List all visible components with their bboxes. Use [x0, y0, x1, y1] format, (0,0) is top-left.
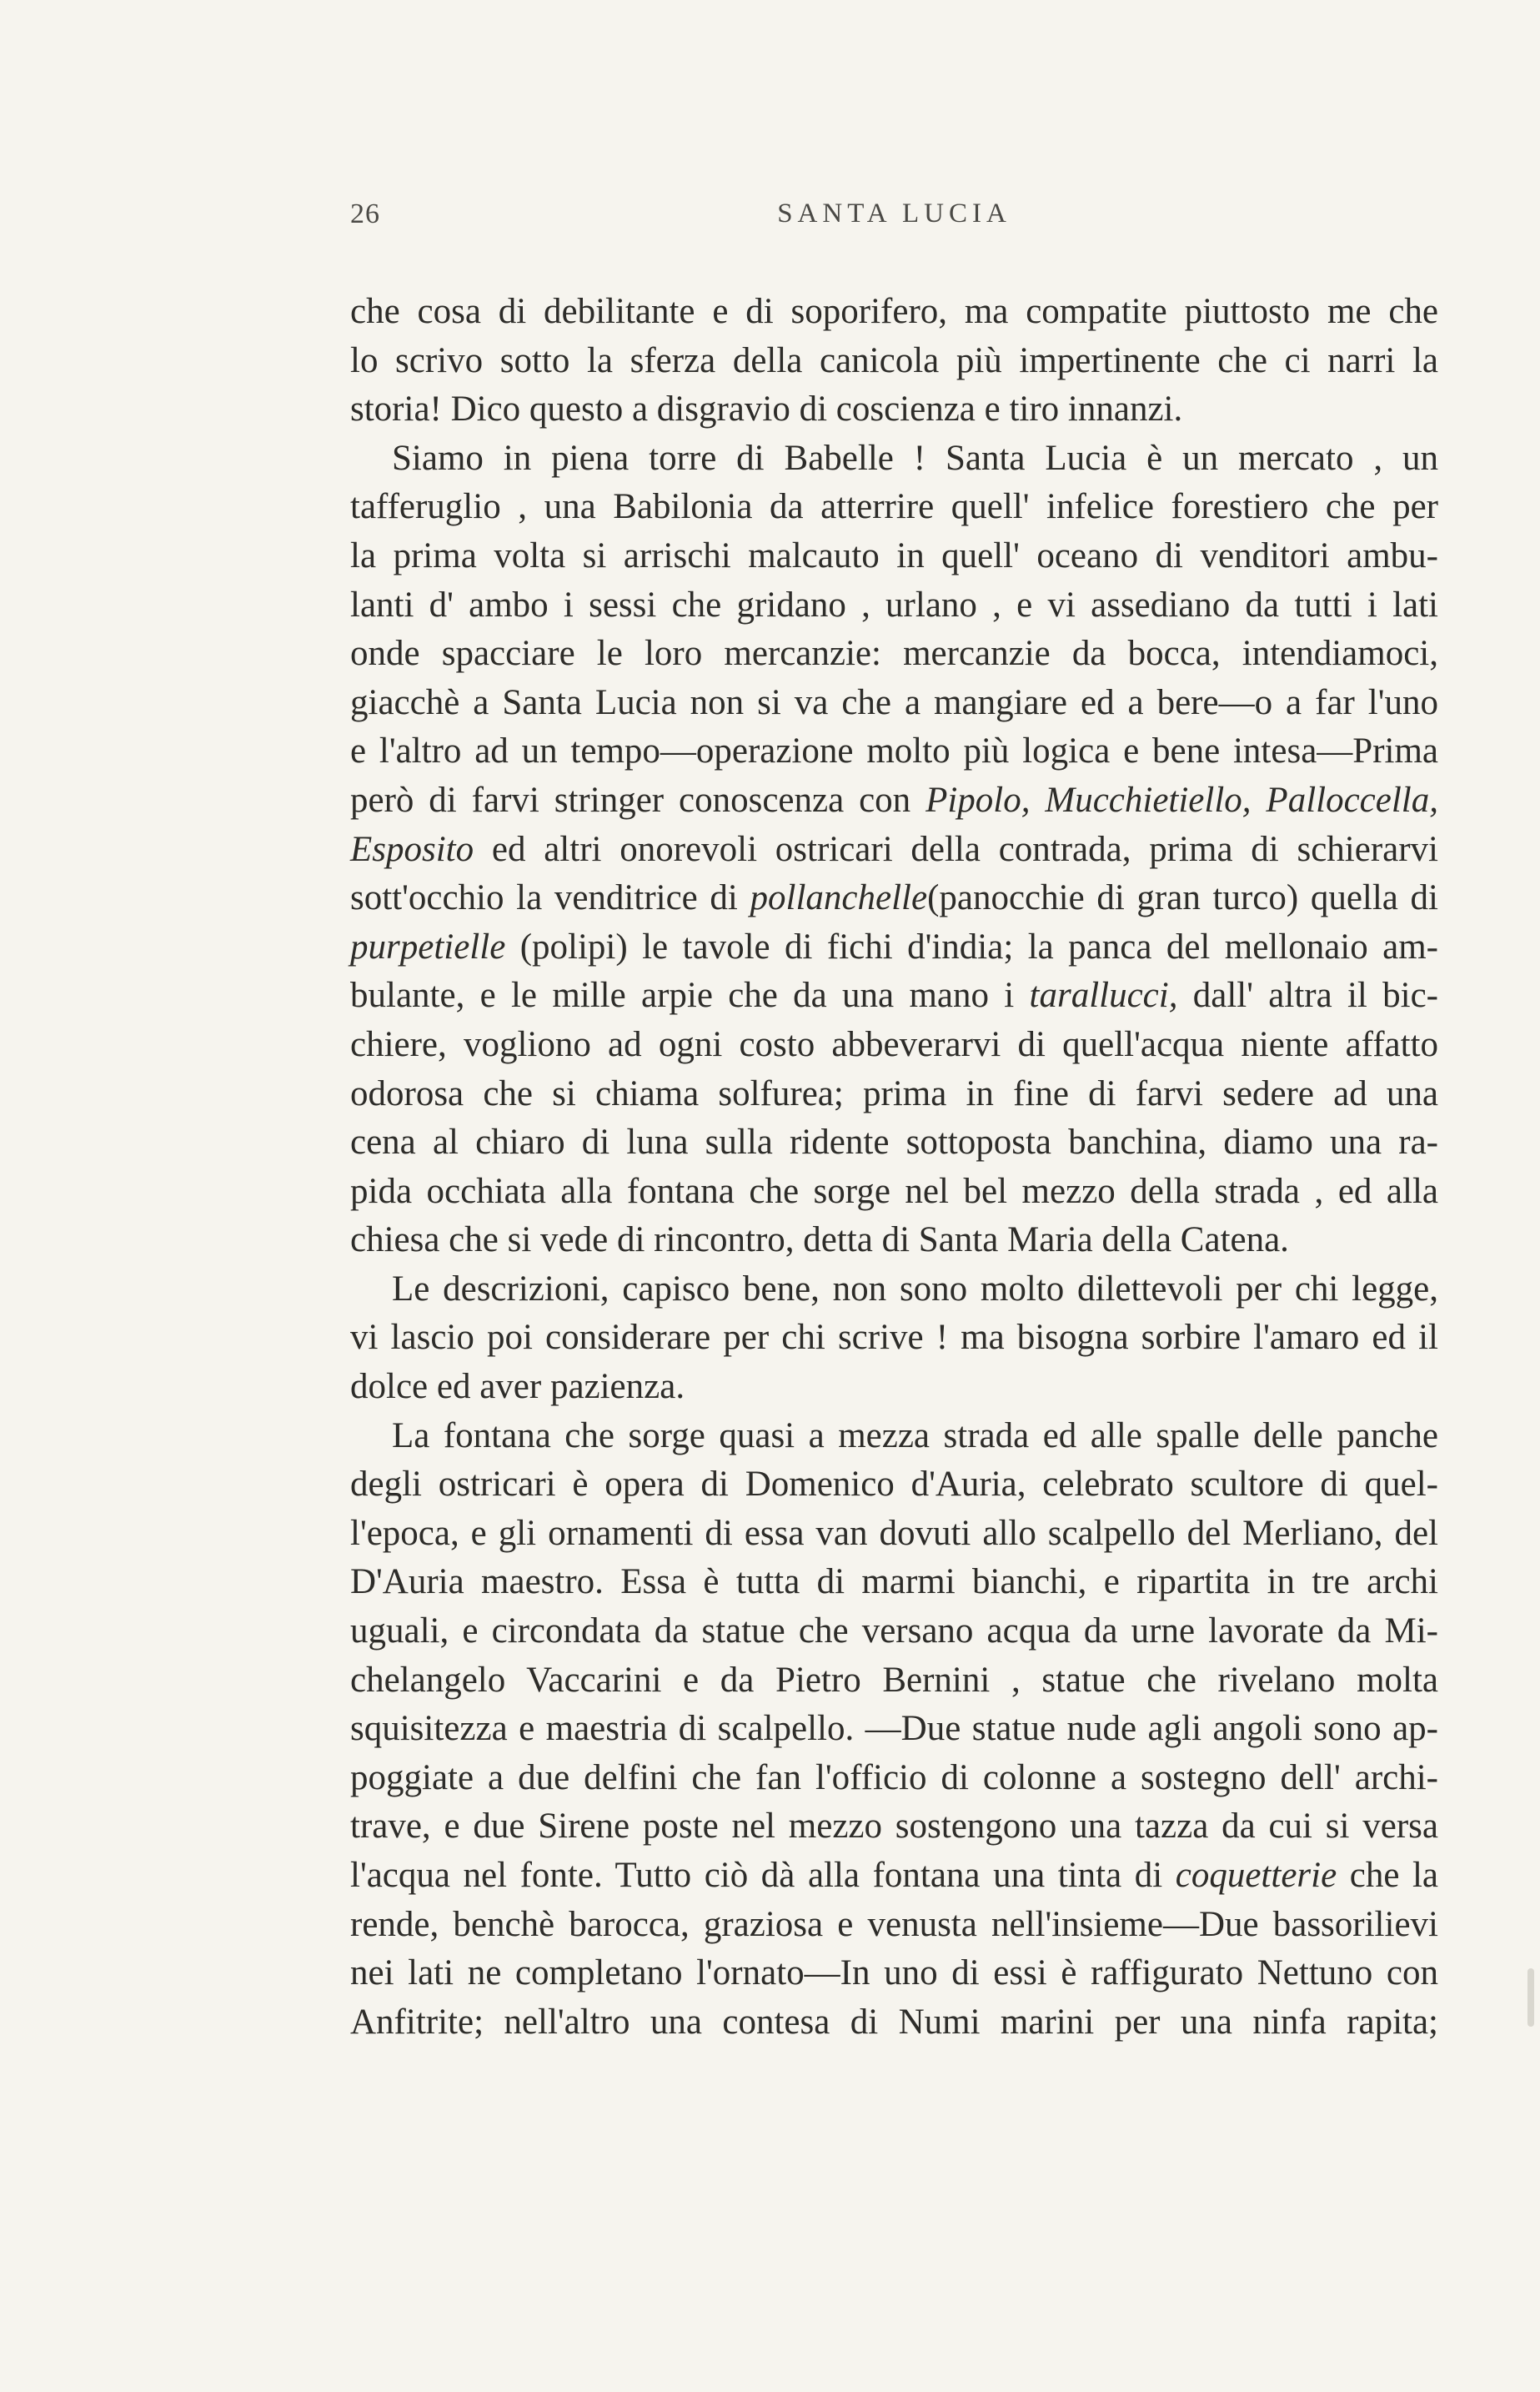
italic-name: Esposito	[350, 829, 474, 869]
text-line: La fontana che sorge quasi a mezza strada ed alle spalle delle panche	[392, 1415, 1438, 1455]
text-line: chiesa che si vede di rincontro, detta di Santa Maria della Catena.	[350, 1220, 1289, 1260]
text-line: l'epoca, e gli ornamenti di essa van dovuti allo scalpello del Merliano, del	[350, 1513, 1438, 1553]
text-segment: sott'occhio la venditrice di	[350, 878, 738, 918]
text-segment: dall' altra il bic-	[1192, 976, 1439, 1016]
text-line: che cosa di debilitante e di soporifero, ma compatite piuttosto me che	[350, 292, 1438, 331]
text-line: poggiate a due delfini che fan l'officio di colonne a sostegno dell' archi-	[350, 1757, 1438, 1797]
page-header	[350, 198, 1438, 240]
text-line: degli ostricari è opera di Domenico d'Auria, celebrato scultore di quel-	[350, 1465, 1438, 1505]
italic-term: tarallucci,	[1029, 976, 1178, 1016]
text-segment: bulante, e le mille arpie che da una mano i	[350, 976, 1015, 1016]
text-line: lo scrivo sotto la sferza della canicola più impertinente che ci narri la	[350, 340, 1438, 380]
text-line: chelangelo Vaccarini e da Pietro Bernini , statue che rivelano molta	[350, 1660, 1438, 1700]
text-line: pida occhiata alla fontana che sorge nel bel mezzo della strada , ed alla	[350, 1171, 1438, 1211]
text-line	[350, 874, 1438, 923]
text-line: Anfitrite; nell'altro una contesa di Numi marini per una ninfa rapita;	[350, 2002, 1438, 2042]
text-line: D'Auria maestro. Essa è tutta di marmi bianchi, e ripartita in tre archi	[350, 1562, 1438, 1602]
text-line: nei lati ne completano l'ornato—In uno di essi è raffigurato Nettuno con	[350, 1953, 1438, 1993]
text-line: tafferuglio , una Babilonia da atterrire quell' infelice forestiero che per	[350, 487, 1438, 527]
text-line: dolce ed aver pazienza.	[350, 1367, 685, 1407]
body-text	[350, 288, 1438, 2047]
text-line	[350, 826, 1438, 875]
text-line: trave, e due Sirene poste nel mezzo sostengono una tazza da cui si versa	[350, 1807, 1438, 1847]
text-segment: che la	[1349, 1856, 1439, 1895]
text-segment: però di farvi stringer conoscenza con	[350, 780, 911, 820]
running-title: SANTA LUCIA	[777, 198, 1011, 229]
text-line: storia! Dico questo a disgravio di coscienza e tiro innanzi.	[350, 389, 1183, 430]
text-line: onde spacciare le loro mercanzie: mercanzie da bocca, intendiamoci,	[350, 634, 1438, 674]
text-segment: ed altri onorevoli ostricari della contrada, prima di schierarvi	[491, 829, 1438, 869]
text-line	[350, 1852, 1438, 1901]
margin-smudge	[1527, 1968, 1534, 2027]
italic-names: Pipolo, Mucchietiello, Palloccella,	[926, 780, 1438, 820]
text-line	[350, 923, 1438, 972]
text-line: chiere, vogliono ad ogni costo abbeverarvi di quell'acqua niente affatto	[350, 1024, 1438, 1064]
page-number: 26	[350, 198, 380, 229]
text-line: Siamo in piena torre di Babelle ! Santa Lucia è un mercato , un	[392, 438, 1438, 478]
text-line: rende, benchè barocca, graziosa e venusta nell'insieme—Due bassorilievi	[350, 1904, 1438, 1944]
text-line	[350, 776, 1438, 826]
text-segment: (panocchie di gran turco) quella di	[927, 878, 1438, 918]
text-line: odorosa che si chiama solfurea; prima in fine di farvi sedere ad una	[350, 1073, 1438, 1113]
italic-term: coquetterie	[1175, 1856, 1337, 1895]
text-line: lanti d' ambo i sessi che gridano , urlano , e vi assediano da tutti i lati	[350, 585, 1438, 625]
text-line: giacchè a Santa Lucia non si va che a mangiare ed a bere—o a far l'uno	[350, 682, 1438, 722]
text-segment: l'acqua nel fonte. Tutto ciò dà alla fontana una tinta di	[350, 1856, 1163, 1895]
text-line	[350, 972, 1438, 1021]
text-segment: (polipi) le tavole di fichi d'india; la panca del mellonaio am-	[519, 927, 1439, 967]
italic-term: pollanchelle	[750, 878, 928, 918]
text-line: cena al chiaro di luna sulla ridente sottoposta banchina, diamo una ra-	[350, 1123, 1438, 1163]
italic-term: purpetielle	[350, 927, 506, 967]
text-line: la prima volta si arrischi malcauto in quell' oceano di venditori ambu-	[350, 535, 1438, 575]
text-line: squisitezza e maestria di scalpello. —Due statue nude agli angoli sono ap-	[350, 1709, 1438, 1749]
text-line: Le descrizioni, capisco bene, non sono molto dilettevoli per chi legge,	[392, 1269, 1438, 1309]
text-line: vi lascio poi considerare per chi scrive ! ma bisogna sorbire l'amaro ed il	[350, 1318, 1438, 1358]
text-line: e l'altro ad un tempo—operazione molto più logica e bene intesa—Prima	[350, 731, 1438, 771]
text-line: uguali, e circondata da statue che versano acqua da urne lavorate da Mi-	[350, 1611, 1438, 1651]
